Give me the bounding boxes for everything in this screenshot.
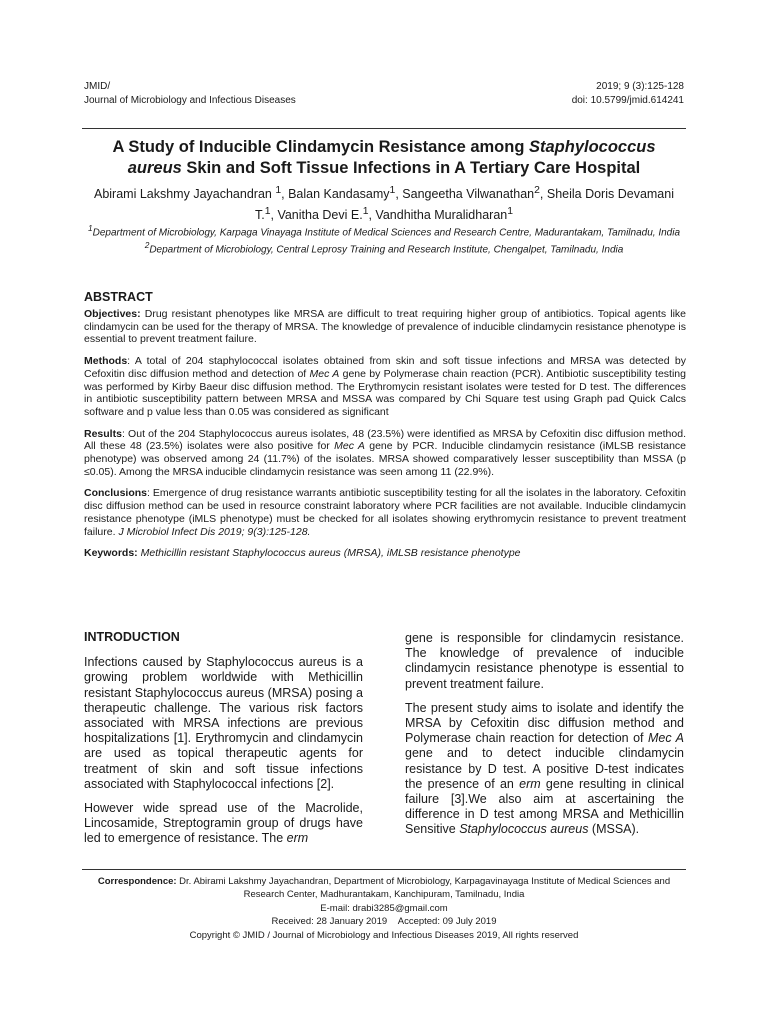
abstract-keywords: Keywords: Methicillin resistant Staphylococcus aureus (MRSA), iMLSB resistance phenotype: [84, 547, 521, 560]
journal-header-right: [572, 80, 684, 108]
header-divider: [82, 128, 686, 129]
intro-paragraph-1: Infections caused by Staphylococcus aureus is a growing problem worldwide with Methicillin resistant Staphylococcus aureus (MRSA) posing a therapeutic challenge. The various risk factors associated with MRSA infections are previous hospitalizations [1]. Erythromycin and clindamycin are used as topical therapeutic agents for treatment of skin and soft tissue infections associated with Staphylococcal infections [2].: [84, 655, 363, 791]
journal-full-name: Journal of Microbiology and Infectious Diseases: [84, 95, 296, 106]
intro-paragraph-3: gene is responsible for clindamycin resistance. The knowledge of prevalence of inducible clindamycin resistance phenotype is essential to prevent treatment failure.: [405, 631, 684, 691]
affiliations: [84, 222, 684, 257]
correspondence: Correspondence: Dr. Abirami Lakshmy Jayachandran, Department of Microbiology, Karpagavinayaga Institute of Medical Sciences and Research Center, Madhurantakam, Kanchipuram, Tamilnadu, India: [97, 876, 671, 901]
intro-paragraph-2: However wide spread use of the Macrolide, Lincosamide, Streptogramin group of drugs have led to emergence of resistance. The erm: [84, 801, 363, 846]
copyright: Copyright © JMID / Journal of Microbiology and Infectious Diseases 2019, All rights reserved: [189, 929, 579, 941]
article-title: A Study of Inducible Clindamycin Resistance among Staphylococcus aureus Skin and Soft Tissue Infections in A Tertiary Care Hospital: [112, 138, 656, 177]
body-column-left: [84, 627, 363, 856]
affiliation-1: $^1$Department of Microbiology, Karpaga Vinayaga Institute of Medical Sciences and Research Centre, Madurantakam, Tamilnadu, India: [88, 223, 680, 239]
intro-paragraph-4: The present study aims to isolate and identify the MRSA by Cefoxitin disc diffusion method and Polymerase chain reaction for detection of Mec A gene and to detect inducible clindamycin resistance by D test. A positive D-test indicates the presence of an erm gene resulting in clinical failure [3].We also aim at ascertaining the difference in D test among MRSA and Methicillin Sensitive Staphylococcus aureus (MSSA).: [405, 700, 684, 837]
body-column-right: [405, 631, 684, 847]
abstract-heading: ABSTRACT: [84, 290, 153, 304]
footer: [84, 875, 684, 942]
abstract-conclusions: Conclusions: Emergence of drug resistance warrants antibiotic susceptibility testing for all the isolates in the laboratory. Cefoxitin disc diffusion method can be used in resource constraint laboratory where PCR facilities are not available. Inducible clindamycin resistance phenotype (iMLS phenotype) must be checked for all isolates showing erythromycin resistance to prevent treatment failure. J Microbiol Infect Dis 2019; 9(3):125-128.: [84, 487, 686, 538]
author-list: Abirami Lakshmy Jayachandran $^1$, Balan Kandasamy$^1$, Sangeetha Vilwanathan$^2$, Sheila Doris Devamani T.$^1$, Vanitha Devi E.$^1$, Vandhitha Muralidharan$^1$: [93, 185, 674, 223]
volume-pages: 2019; 9 (3):125-128: [596, 81, 684, 92]
title-species: Staphylococcus aureus: [127, 138, 656, 177]
introduction-heading: INTRODUCTION: [84, 630, 180, 644]
journal-header-left: [84, 80, 296, 108]
footer-divider: [82, 869, 686, 870]
abstract-body: [84, 308, 686, 569]
email: E-mail: drabi3285@gmail.com: [320, 902, 448, 914]
abstract-methods: Methods: A total of 204 staphylococcal isolates obtained from skin and soft tissue infections and MRSA was detected by Cefoxitin disc diffusion method and detection of Mec A gene by Polymerase chain reaction (PCR). Antibiotic susceptibility testing was performed by Kirby Baeur disc diffusion method. The Erythromycin resistant isolates were tested for D test. The differences in antibiotic susceptibility pattern between MRSA and MSSA was compared by Chi Square test using Graph pad Quick Calcs software and p value less than 0.05 was considered as significant: [84, 355, 686, 418]
abstract-objectives: Objectives: Drug resistant phenotypes like MRSA are difficult to treat requiring higher group of antibiotics. Topical agents like clindamycin can be used for the therapy of MRSA. The knowledge of prevalence of inducible clindamycin resistance phenotype is essential to prevent treatment failure.: [84, 308, 686, 346]
doi: doi: 10.5799/jmid.614241: [571, 95, 684, 106]
dates: Received: 28 January 2019 Accepted: 09 July 2019: [271, 916, 497, 928]
journal-short-name: JMID/: [84, 81, 111, 92]
abstract-results: Results: Out of the 204 Staphylococcus aureus isolates, 48 (23.5%) were identified as MRSA by Cefoxitin disc diffusion method. All these 48 (23.5%) isolates were also positive for Mec A gene by PCR. Inducible clindamycin resistance (iMLSB resistance phenotype) was observed among 24 (11.7%) of the isolates. MRSA showed comparatively lesser susceptibility than MSSA (p ≤0.05). Among the MRSA inducible clindamycin resistance was seen among 11 (22.9%).: [84, 427, 687, 478]
affiliation-2: $^2$Department of Microbiology, Central Leprosy Training and Research Institute, Chengalpet, Tamilnadu, India: [144, 240, 624, 256]
